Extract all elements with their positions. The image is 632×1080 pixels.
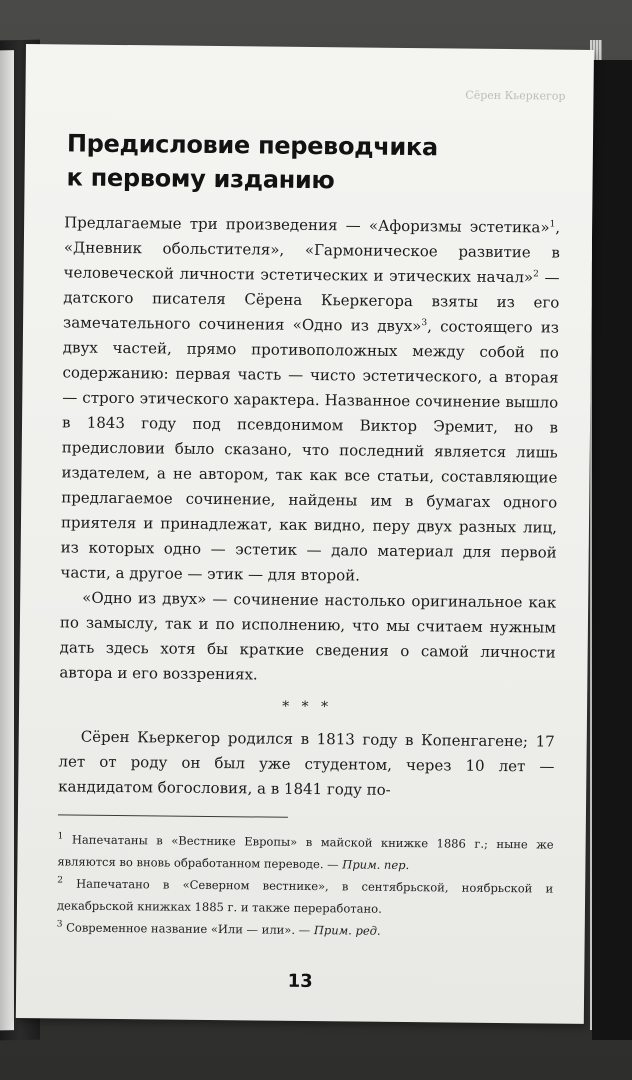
footnote-2-text: Напечатано в «Северном вестнике», в сентябрьской, ноябрьской и декабрьской книжках 1885 г. и также переработано. <box>56 876 554 916</box>
book-cover <box>592 60 632 1040</box>
footnote-rule <box>58 814 288 817</box>
page-number: 13 <box>287 970 313 993</box>
footnote-3 <box>57 916 553 943</box>
footnote-1 <box>57 828 553 877</box>
footnote-1-note: Прим. пер. <box>342 857 410 873</box>
paragraph-2: «Одно из двух» — сочинение настолько оригинальное как по замыслу, так и по исполнению, что мы считаем нужным дать здесь хотя бы краткие сведения о самой личности автора и его воззрениях. <box>59 588 557 684</box>
section-separator: * * * <box>282 698 333 716</box>
book-page <box>16 44 594 1024</box>
biography-text <box>58 724 555 804</box>
footnote-3-text: Современное название «Или — или». — <box>66 920 314 938</box>
paragraph-1 <box>60 210 560 590</box>
running-header: Сёрен Кьеркегор <box>465 88 566 103</box>
footnote-1-number: 1 <box>57 831 64 842</box>
paragraph-3: Сёрен Кьеркегор родился в 1813 году в Копенгагене; 17 лет от роду он был уже студентом, через 10 лет — кандидатом богословия, а в 1841 году по- <box>58 727 555 799</box>
title-line-2: к первому изданию <box>66 163 335 195</box>
footnote-ref-1: 1 <box>549 219 556 230</box>
footnote-2 <box>57 872 553 921</box>
paragraph-1-part-2: , «Дневник обольстителя», «Гармоническое развитие в человеческой личности эстетических и этических начал» <box>63 218 561 287</box>
title-line-1: Предисловие переводчика <box>66 129 439 162</box>
footnote-3-number: 3 <box>56 919 63 930</box>
footnote-2-number: 2 <box>57 875 64 886</box>
paragraph-1-part-1: Предлагаемые три произведения — «Афоризмы эстетика» <box>64 213 550 237</box>
footnotes <box>57 828 554 943</box>
paragraph-1-part-3: — датского писателя Сёрена Кьеркегора взяты из его замечательного сочинения «Одно из двух» <box>62 268 560 336</box>
footnote-ref-2: 2 <box>533 269 539 280</box>
preface-text <box>59 210 560 690</box>
footnote-1-text: Напечатаны в «Вестнике Европы» в майской книжке 1886 г.; ныне же являются во вновь обработанном переводе. — <box>57 832 554 872</box>
footnote-ref-3: 3 <box>421 318 428 329</box>
footnote-3-note: Прим. ред. <box>313 923 381 938</box>
paragraph-1-part-4: , состоящего из двух частей, прямо противоположных между собой по содержанию: первая часть — чисто эстетического, а вторая — строго этического характера. Названное сочинение вышло в 1843 году под псевдонимом Виктор Эремит, но в предисловии было сказано, что последний является лишь издателем, а не автором, так как все статьи, составляющие предлагаемое сочинение, найдены им в бумагах одного приятеля и принадлежат, как видно, перу двух разных лиц, из которых одно — эстетик — дало материал для первой части, а другое — этик — для второй. <box>60 317 560 585</box>
left-page-sheet <box>0 50 14 1030</box>
chapter-title <box>66 126 567 199</box>
